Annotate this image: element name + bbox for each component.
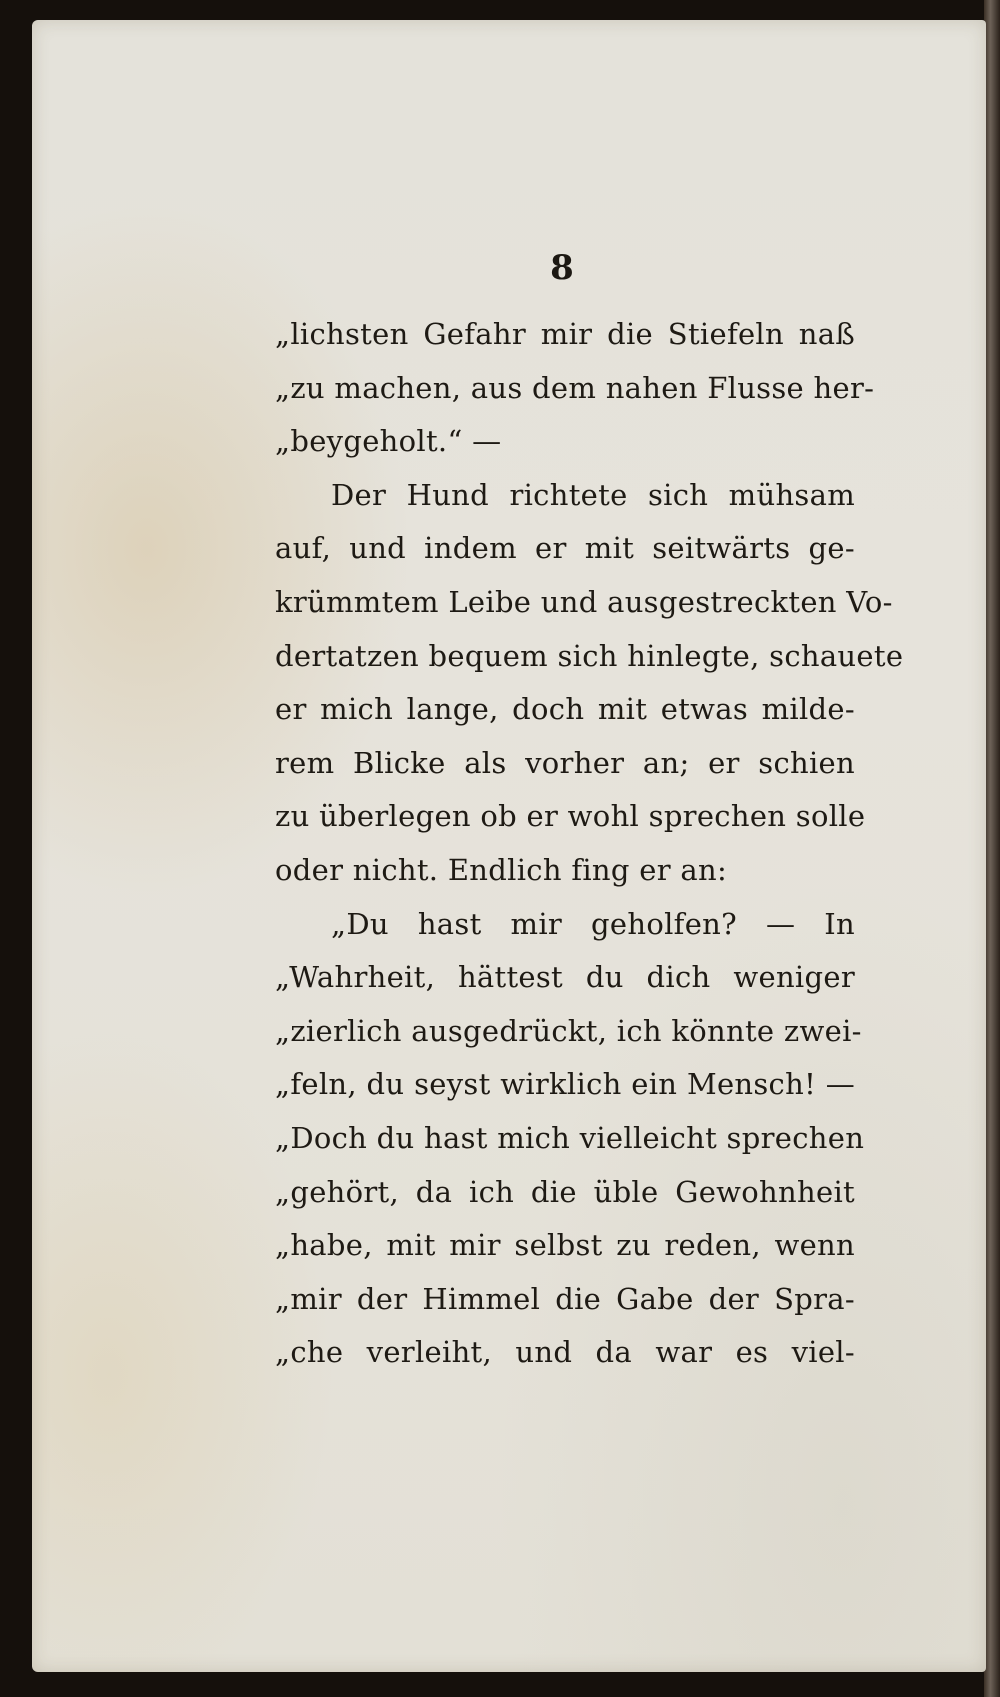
text-line: „Du hast mir geholfen? — In	[331, 906, 855, 941]
body-text	[275, 308, 904, 1380]
text-line: „habe, mit mir selbst zu reden, wenn	[275, 1228, 855, 1263]
text-line: oder nicht. Endlich fing er an:	[275, 852, 728, 887]
text-line: auf, und indem er mit seitwärts ge-	[275, 531, 855, 566]
paper-page	[32, 20, 986, 1672]
text-line: „Wahrheit, hättest du dich weniger	[275, 960, 855, 995]
text-line: „feln, du seyst wirklich ein Mensch! —	[275, 1067, 855, 1102]
text-line: zu überlegen ob er wohl sprechen solle	[275, 799, 866, 834]
page-number: 8	[550, 248, 574, 288]
text-line: „lichsten Gefahr mir die Stiefeln naß	[275, 317, 855, 351]
text-line: krümmtem Leibe und ausgestreckten Vo-	[275, 584, 893, 619]
book-edge	[984, 0, 1000, 1697]
text-line: „gehört, da ich die üble Gewohnheit	[275, 1174, 855, 1209]
text-line: dertatzen bequem sich hinlegte, schauete	[275, 638, 904, 673]
text-line: „Doch du hast mich vielleicht sprechen	[275, 1120, 865, 1155]
text-line: „beygeholt.“ —	[275, 424, 502, 459]
text-line: er mich lange, doch mit etwas milde-	[275, 692, 855, 727]
text-line: „zu machen, aus dem nahen Flusse her-	[275, 370, 875, 405]
text-line: „zierlich ausgedrückt, ich könnte zwei-	[275, 1013, 862, 1048]
text-line: Der Hund richtete sich mühsam	[331, 477, 855, 512]
text-line: „che verleiht, und da war es viel-	[275, 1335, 855, 1370]
text-line: rem Blicke als vorher an; er schien	[275, 745, 855, 780]
text-line: „mir der Himmel die Gabe der Spra-	[275, 1281, 855, 1316]
